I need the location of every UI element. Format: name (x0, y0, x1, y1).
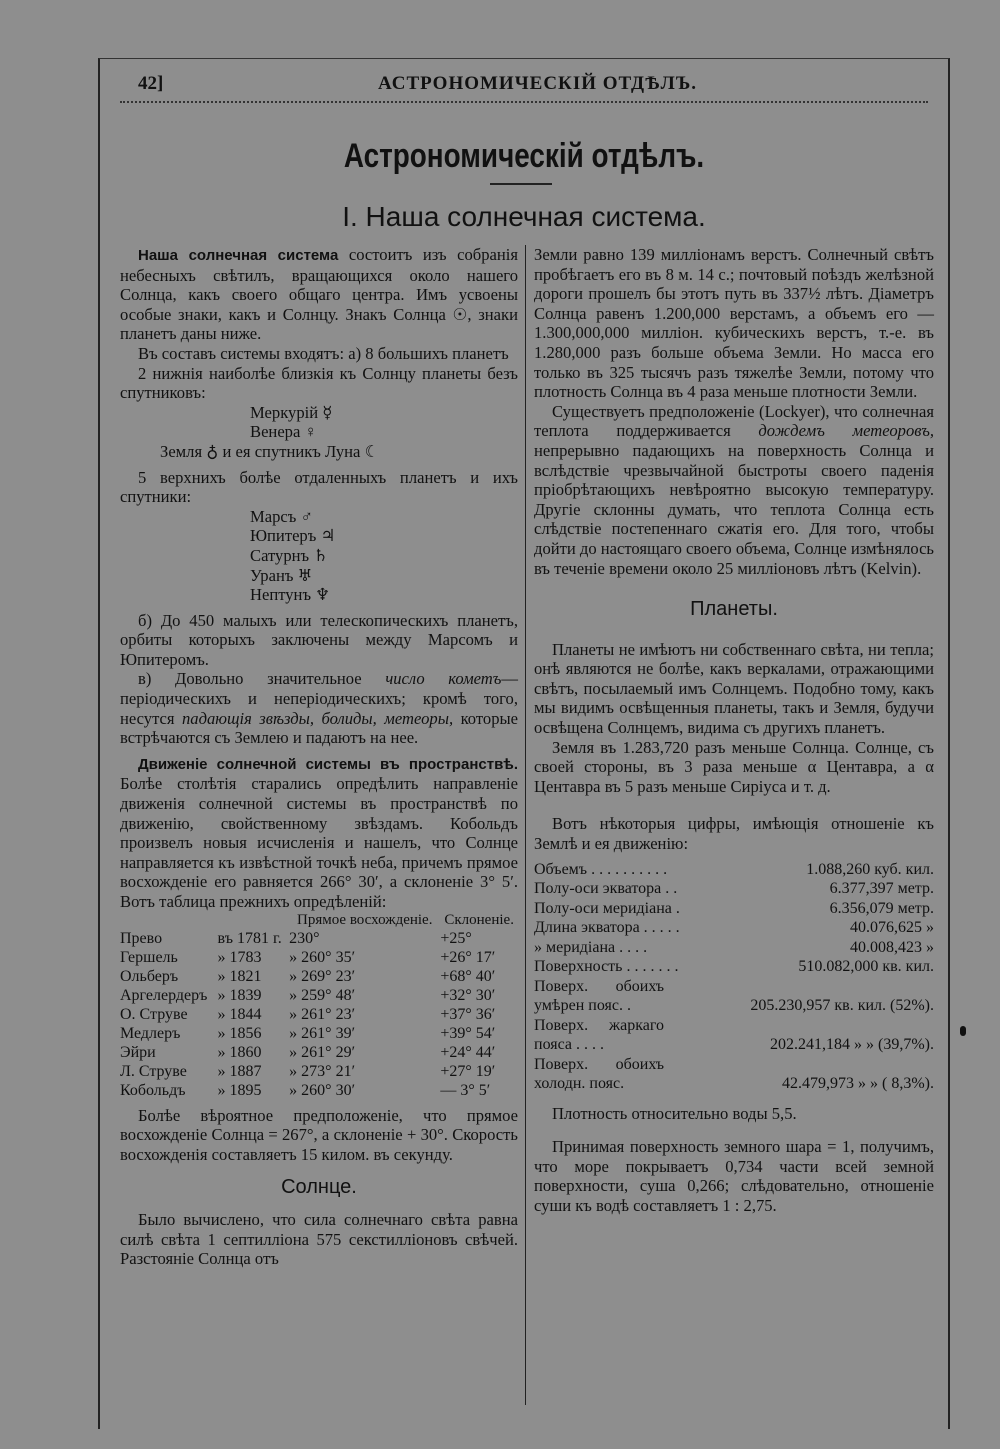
table-cell: » 273° 21′ (289, 1062, 356, 1080)
table-cell: +26° 17′ (440, 948, 496, 966)
italic-text: дождемъ метеоровъ, (758, 421, 934, 441)
table-row (534, 918, 934, 938)
table-cell: Объемъ . . . . . . . . . . (534, 860, 668, 878)
planet-item: Нептунъ ♆ (250, 585, 331, 605)
paragraph: Планеты не имѣютъ ни собственнаго свѣта, ни тепла; онѣ являются не болѣе, какъ веркалами, отражающими свѣтъ, посылаемый имъ Солнцемъ. Подобно тому, какъ мы видимъ освѣщенныя планеты, такъ и Земля, будучи освѣщена Солнцемъ, видима съ другихъ планетъ. (534, 639, 934, 738)
planet-item: Марсъ ♂ (250, 506, 313, 526)
declination-table (120, 912, 518, 1100)
table-cell: 40.076,625 » (850, 919, 934, 937)
table-cell: » 269° 23′ (289, 967, 356, 985)
table-cell: Аргелердеръ (120, 986, 208, 1004)
running-header (138, 73, 928, 103)
table-cell: Ольберъ (120, 967, 179, 985)
table-cell: +24° 44′ (440, 1043, 496, 1061)
table-cell: Поверх. обоихъ холодн. пояс. (534, 1055, 664, 1093)
paragraph: Земли равно 139 милліонамъ верстъ. Солнечный свѣтъ пробѣгаетъ его въ 8 м. 14 с.; почтовый поѣздъ желѣзной дороги прошелъ бы этотъ путь въ 337½ лѣтъ. Діаметръ Солнца равенъ 1.200,000 верстамъ, а объемъ его — 1.300,000,000 милліон. кубическихъ верстъ, т.-е. въ 1.280,000 разъ больше объема Земли. Но масса его только въ 325 тысячъ разъ тяжелѣе Земли, потому что плотность Солнца въ 4 раза меньше плотности Земли. (534, 245, 934, 402)
table-row (120, 1005, 518, 1024)
table-cell: 6.377,397 метр. (829, 880, 934, 898)
paragraph: Принимая поверхность земного шара = 1, получимъ, что море покрываетъ 0,734 части всей земной поверхности, суша 0,266; слѣдовательно, отношеніе суши къ водѣ составляетъ 1 : 2,75. (534, 1137, 934, 1215)
paragraph (120, 669, 518, 747)
table-row (120, 948, 518, 967)
table-cell: +37° 36′ (440, 1005, 496, 1023)
table-cell: » 1839 (217, 986, 262, 1004)
paragraph: Болѣе вѣроятное предположеніе, что прямое восхожденіе Солнца = 267°, а склоненіе + 30°. Скорость восхожденія составляетъ 15 килом. въ секунду. (120, 1105, 518, 1164)
table-header: Склоненіе. (444, 911, 514, 928)
paragraph: Земля въ 1.283,720 разъ меньше Солнца. Солнце, съ своей стороны, въ 3 раза меньше α Центавра, а α Центавра въ 5 разъ меньше Сиріуса и т. д. (534, 737, 934, 796)
table-cell: Л. Струве (120, 1062, 187, 1080)
paragraph: Было вычислено, что сила солнечнаго свѣта равна силѣ свѣта 1 септилліона 575 секстилліоновъ свѣчей. Разстояніе Солнца отъ (120, 1209, 518, 1269)
planet-item: Венера ♀ (250, 422, 317, 442)
paragraph: Вотъ нѣкоторыя цифры, имѣющія отношеніе къ Землѣ и ея движенію: (534, 814, 934, 854)
text: непрерывно падающихъ на поверхность Солнца и вслѣдствіе чрезвычайной быстроты своего паденія пріобрѣтающихъ невѣроятно высокую температуру. Другіе склонны думать, что теплота Солнца есть слѣдствіе постепеннаго сжатія его. Для того, чтобы дойти до настоящаго своего объема, Солнце измѣнялось въ теченіе времени около 25 милліоновъ лѣтъ (Kelvin). (534, 440, 934, 578)
text: состоитъ изъ собранія небесныхъ свѣтилъ, вращающихся около нашего Солнца, какъ своего общаго центра. Имъ усвоены особые знаки, какъ и Солнцу. Знакъ Солнца ☉, знаки планетъ даны ниже. (120, 245, 518, 344)
table-row (120, 1024, 518, 1043)
text: — періодическихъ и непеpіодическихъ; кромѣ того, несутся (120, 669, 518, 728)
table-cell: » 1821 (217, 967, 262, 985)
planet-item: Меркурій ☿ (250, 402, 333, 422)
table-row (120, 1081, 518, 1100)
paragraph: Въ составъ системы входятъ: а) 8 большихъ планетъ (138, 343, 509, 363)
table-cell: » 1860 (217, 1043, 262, 1061)
table-cell: » 261° 29′ (289, 1043, 356, 1061)
table-cell: » 1783 (217, 948, 262, 966)
page-number: 42] (138, 73, 164, 94)
table-cell: +25° (440, 929, 472, 947)
table-cell: — 3° 5′ (440, 1081, 491, 1099)
paragraph: 5 верхнихъ болѣе отдаленныхъ планетъ и ихъ спутники: (120, 467, 518, 507)
table-cell: 230° (289, 929, 320, 947)
table-cell: 6.356,079 метр. (829, 899, 934, 917)
paragraph (534, 402, 934, 578)
planet-item: Земля ♁ и ея спутникъ Луна ☾ (160, 441, 380, 461)
text: в) Довольно значительное (138, 669, 386, 689)
table-cell: Поверхность . . . . . . . (534, 958, 679, 976)
table-cell: Медлеръ (120, 1024, 181, 1042)
table-cell: Полу-оси меридіана . (534, 899, 680, 917)
table-cell: 510.082,000 кв. кил. (798, 958, 934, 976)
table-row (534, 957, 934, 977)
table-cell: » меридіана . . . . (534, 938, 648, 956)
table-row (534, 899, 934, 919)
table-row (534, 1055, 934, 1094)
table-cell: +27° 19′ (440, 1062, 496, 1080)
table-row (534, 938, 934, 958)
text: Существуетъ предположеніе (Lockyer), что солнечная теплота поддерживается (534, 401, 934, 441)
table-cell: Кобольдъ (120, 1081, 186, 1099)
table-cell: » 260° 30′ (289, 1081, 356, 1099)
table-cell: 205.230,957 кв. кил. (52%). (750, 997, 934, 1015)
table-row (120, 1043, 518, 1062)
table-cell: Поверх. жаркаго пояса . . . . (534, 1016, 664, 1054)
table-cell: +32° 30′ (440, 986, 496, 1004)
text: которые встрѣчаются съ Землею и падаютъ на нее. (120, 708, 519, 748)
table-cell: » 259° 48′ (289, 986, 356, 1004)
italic-text: число кометъ (385, 669, 502, 689)
planet-item: Юпитеръ ♃ (250, 526, 336, 546)
paragraph (120, 754, 518, 912)
table-row (534, 879, 934, 899)
page (98, 58, 950, 1429)
table-header: Прямое восхожденіе. (297, 911, 433, 928)
lead-text: Движеніе солнечной системы въ пространствѣ. (138, 755, 518, 773)
earth-facts-table (534, 860, 934, 977)
text: Болѣе столѣтія старались опредѣлить направленіе движенія солнечной системы въ пространствѣ по движенію, свойственному звѣздамъ. Кобольдъ произвелъ новыя исчисленія и нашелъ, что Солнце направляется къ извѣстной точкѣ неба, причемъ прямое восхожденіе его равняется 266° 30′, а склоненіе 3° 5′. Вотъ таблица прежнихъ опредѣленій: (120, 774, 518, 911)
margin-mark (960, 1026, 966, 1036)
table-row (534, 1016, 934, 1055)
table-cell: +68° 40′ (440, 967, 496, 985)
section-title: Астрономическій отдѣлъ. (343, 137, 705, 175)
lead-text: Наша солнечная система (138, 247, 339, 264)
running-title: АСТРОНОМИЧЕСКІЙ ОТДѢЛЪ. (378, 73, 698, 94)
header-ornament (120, 101, 928, 109)
table-cell: Длина экватора . . . . . (534, 919, 680, 937)
table-cell: Полу-оси экватора . . (534, 880, 678, 898)
table-cell: Поверх. обоихъ умѣрен пояс. . (534, 977, 664, 1015)
chapter-heading: I. Наша солнечная система. (342, 201, 706, 232)
table-row (534, 860, 934, 880)
right-column (534, 245, 934, 1216)
table-row (534, 977, 934, 1016)
paragraph: Плотность относительно воды 5,5. (552, 1103, 797, 1123)
table-cell: » 1856 (217, 1024, 262, 1042)
planet-item: Сатурнъ ♄ (250, 545, 329, 565)
paragraph (120, 245, 518, 344)
table-row (120, 1062, 518, 1081)
left-column (120, 245, 518, 1269)
table-cell: въ 1781 г. (217, 929, 282, 947)
table-cell: » 261° 39′ (289, 1024, 356, 1042)
paragraph: 2 нижнія наиболѣе близкія къ Солнцу планеты безъ спутниковъ: (120, 363, 518, 403)
planets-heading: Планеты. (690, 598, 778, 621)
column-divider (525, 245, 526, 1405)
italic-text: падающія звѣзды, болиды, метеоры, (182, 708, 454, 728)
earth-zones-table (534, 977, 934, 1094)
table-cell: 1.088,260 куб. кил. (806, 860, 934, 878)
table-cell: О. Струве (120, 1005, 188, 1023)
table-cell: » 1844 (217, 1005, 262, 1023)
table-cell: 202.241,184 » » (39,7%). (770, 1036, 934, 1054)
table-row (120, 986, 518, 1005)
table-row (120, 967, 518, 986)
table-cell: Гершель (120, 948, 178, 966)
table-cell: Прево (120, 929, 163, 947)
table-cell: » 1895 (217, 1081, 262, 1099)
paragraph: б) До 450 малыхъ или телескопическихъ планетъ, орбиты которыхъ заключены между Марсомъ и Юпитеромъ. (120, 610, 518, 669)
planet-item: Уранъ ♅ (250, 565, 313, 585)
table-cell: +39° 54′ (440, 1024, 496, 1042)
table-cell: 42.479,973 » » ( 8,3%). (782, 1075, 934, 1093)
table-cell: Эйри (120, 1043, 156, 1061)
table-cell: » 1887 (217, 1062, 262, 1080)
table-cell: 40.008,423 » (850, 938, 934, 956)
table-row (120, 929, 518, 948)
table-cell: » 261° 23′ (289, 1005, 356, 1023)
table-cell: » 260° 35′ (289, 948, 356, 966)
title-rule (490, 183, 552, 185)
sun-heading: Солнце. (281, 1176, 357, 1199)
